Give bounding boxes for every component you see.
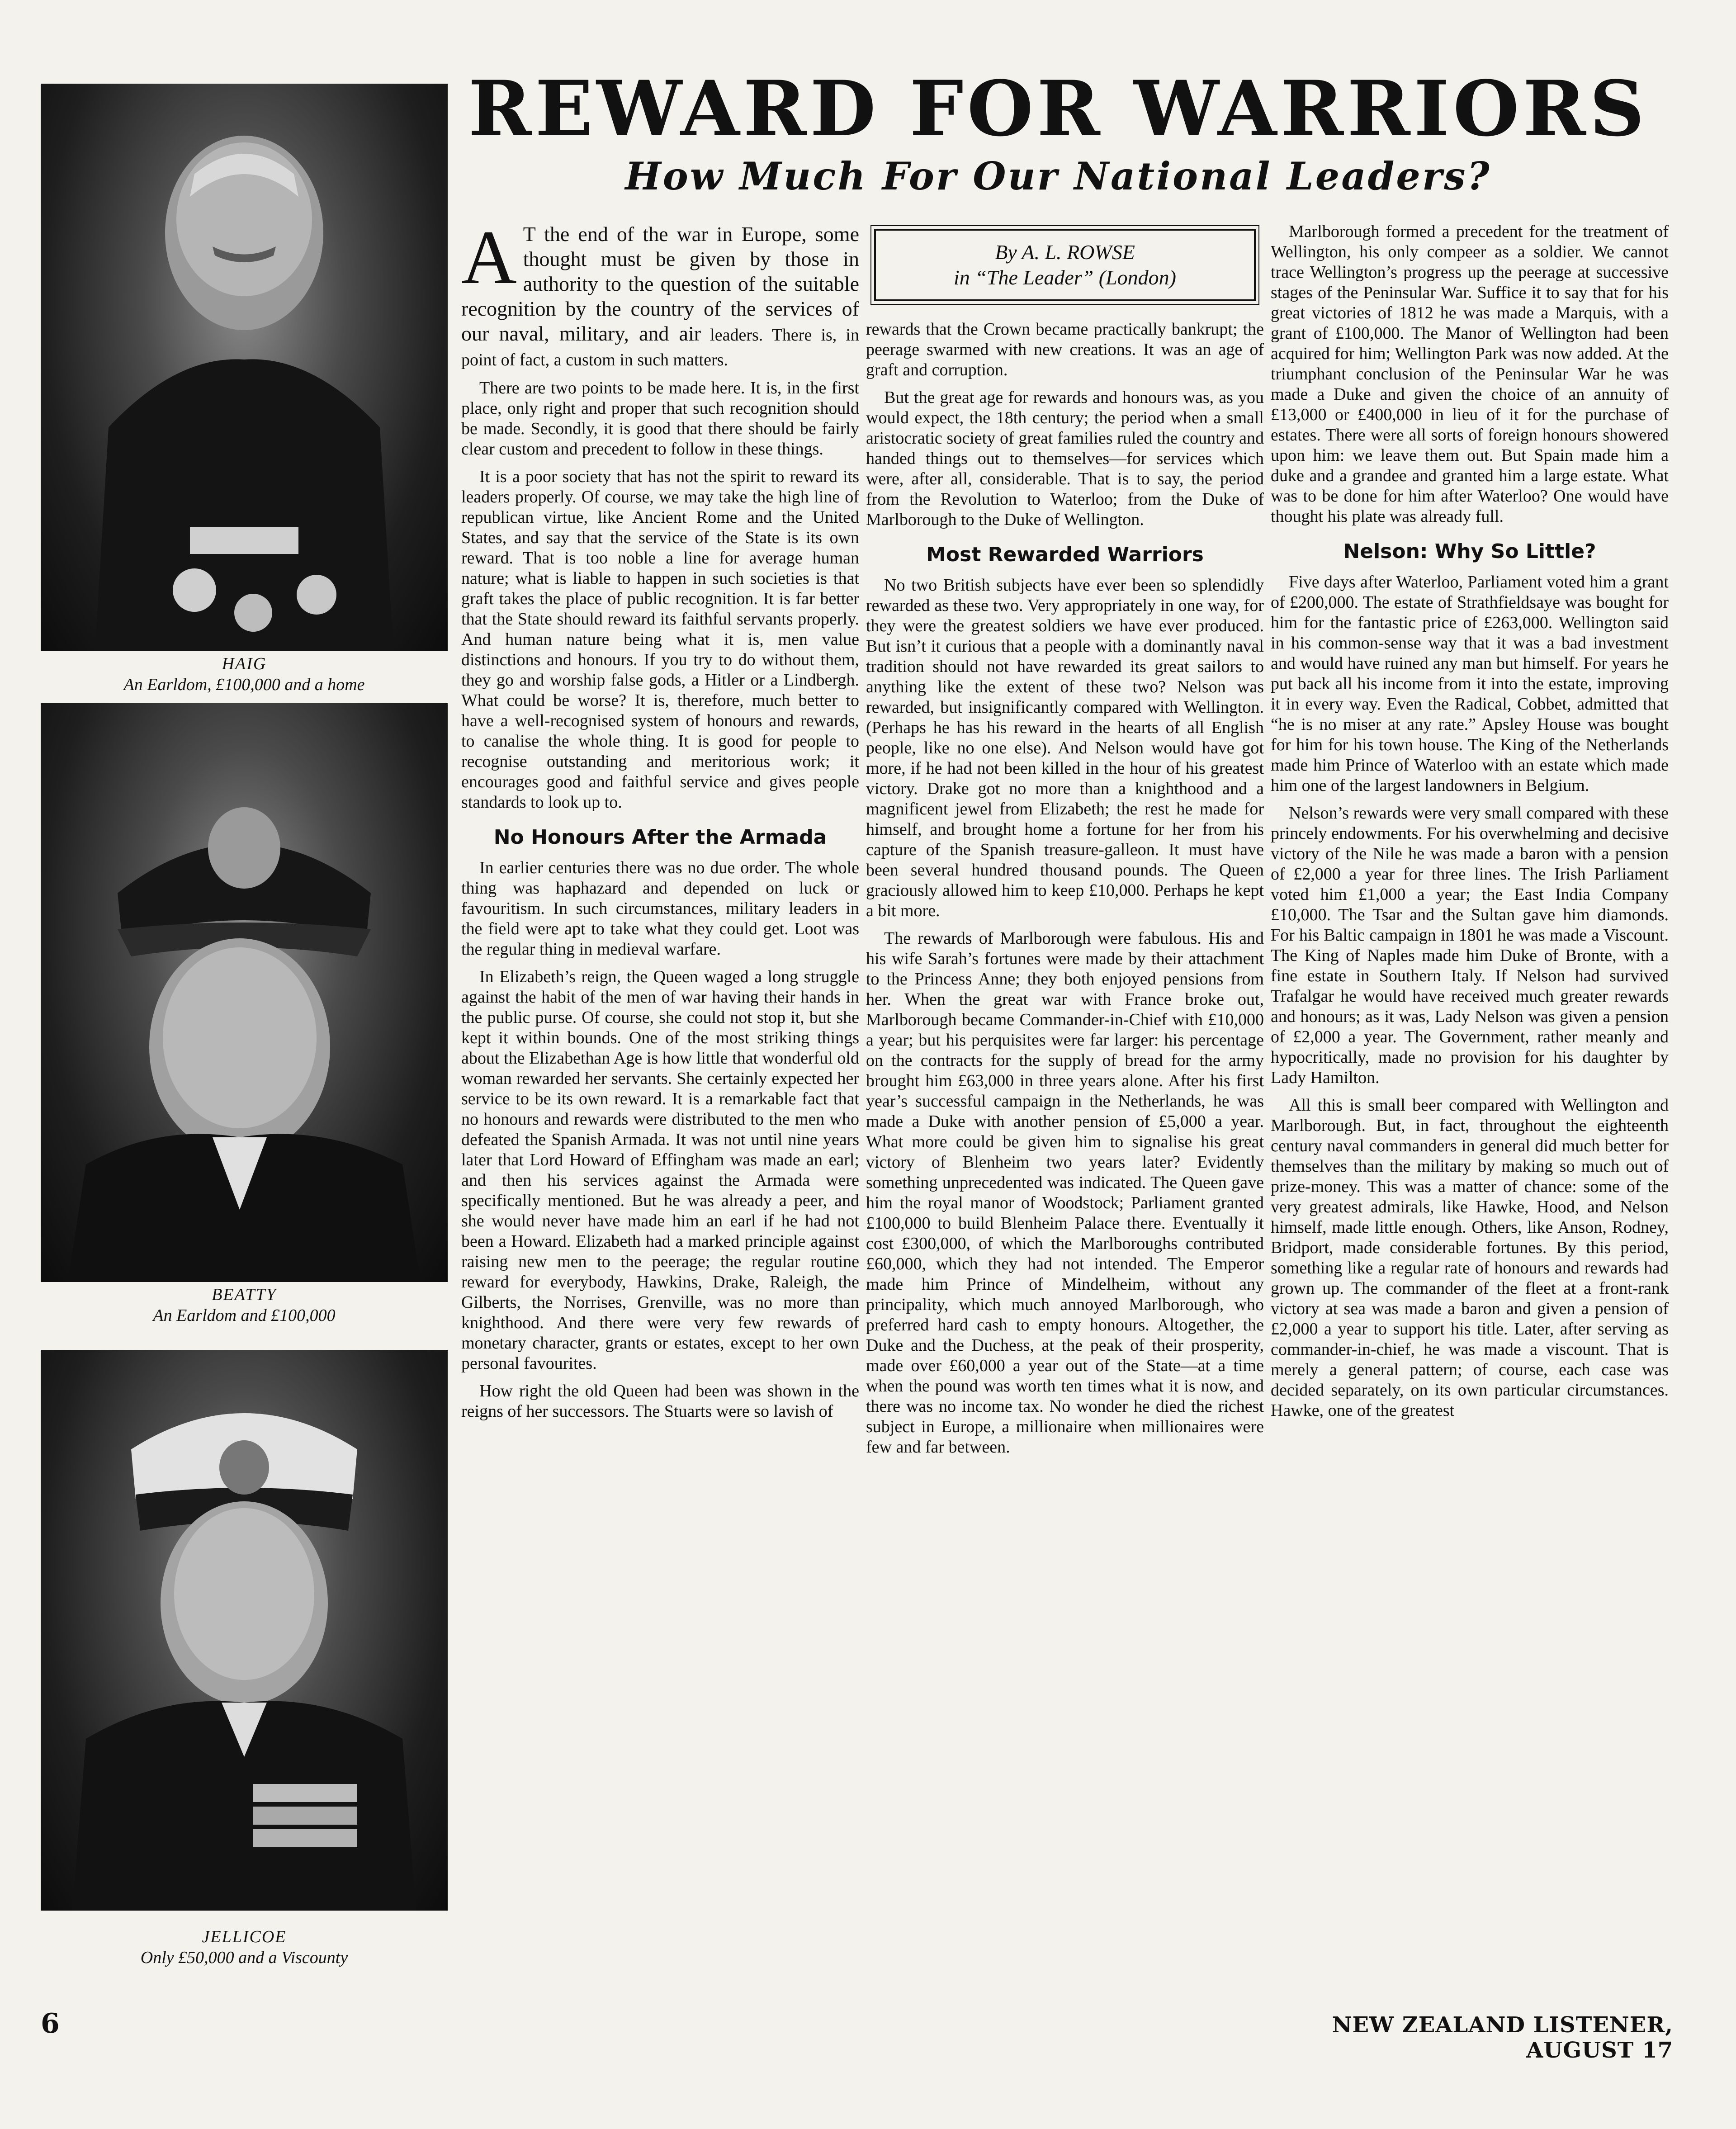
byline-author: By A. L. ROWSE xyxy=(995,241,1135,264)
subheadline: How Much For Our National Leaders? xyxy=(625,154,1491,199)
paragraph: rewards that the Crown became practically bankrupt; the peerage swarmed with new creations. It was an age of graft and corruption. xyxy=(866,320,1264,379)
drop-cap: A xyxy=(461,222,517,300)
lead-text: T the end of the war in Europe, some thought must be given by those in authority to the question of the suitable recognition by the country of the services of our naval, military, and air xyxy=(461,222,859,345)
portrait-haig-image xyxy=(41,84,448,651)
section-heading: No Honours After the Armada xyxy=(493,826,827,849)
byline-source: in “The Leader” (London) xyxy=(954,266,1176,289)
caption-beatty xyxy=(41,1284,448,1326)
article-column-2 xyxy=(866,222,1264,1972)
lead-text-rest: leaders. There is, in point of fact, a custom in such matters. xyxy=(461,326,859,369)
headline: REWARD FOR WARRIORS xyxy=(468,64,1648,153)
page-number: 6 xyxy=(41,2008,60,2039)
paragraph: It is a poor society that has not the spirit to reward its leaders properly. Of course, we may take the high line of republican virtue, like Ancient Rome and the United States, and say that the service of the State is its own reward. That is too noble a line for average human nature; what is liable to happen in such societies is that graft takes the place of public recognition. It is far better that the State should reward its faithful servants properly. And human nature being what it is, men value distinctions and honours. If you try to do without them, they go and worship false gods, a Hitler or a Lindbergh. What could be worse? It is, therefore, much better to have a well-recognised system of honours and rewards, to canalise the whole thing. It is good for people to recognise outstanding and meritorious work; it encourages good and faithful service and gives people standards to look up to. xyxy=(461,467,859,812)
paragraph: How right the old Queen had been was shown in the reigns of her successors. The Stuarts were so lavish of xyxy=(461,1381,859,1421)
paragraph: No two British subjects have ever been so splendidly rewarded as these two. Very appropriately in one way, for they were the greatest soldiers we have ever produced. But isn’t it curious that a people with a dominantly naval tradition should not have rewarded its great sailors to anything like the extent of these two? Nelson was rewarded, but insignificantly compared with Wellington. (Perhaps he has his reward in the hearts of all English people, like no one else). And Nelson would have got more, if he had not been killed in the hour of his greatest victory. Drake got no more than a knighthood and a magnificent jewel from Elizabeth; the rest he made for himself, and brought home a fortune for her from his capture of the Spanish treasure-galleon. It must have been several hundred thousand pounds. The Queen graciously allowed him to keep £10,000. Perhaps he kept a bit more. xyxy=(866,576,1264,920)
photo-jellicoe xyxy=(41,1350,448,1911)
caption-text: Only £50,000 and a Viscounty xyxy=(140,1948,348,1967)
caption-text: An Earldom, £100,000 and a home xyxy=(123,675,365,694)
caption-text: An Earldom and £100,000 xyxy=(153,1306,336,1325)
caption-haig xyxy=(41,653,448,695)
photo-beatty xyxy=(41,703,448,1282)
article-column-3 xyxy=(1271,222,1669,1972)
paragraph: Marlborough formed a precedent for the treatment of Wellington, his only compeer as a soldier. We cannot trace Wellington’s progress up the peerage at successive stages of the Peninsular War. Suffice it to say that for his great victories of 1812 he was made a Marquis, with a grant of £100,000. The Manor of Wellington had been acquired for him; Wellington Park was now added. At the triumphant conclusion of the Peninsular War he was made a Duke and given the choice of an annuity of £13,000 or £400,000 in lieu of it for the purchase of estates. There were all sorts of foreign honours showered upon him: we leave them out. But Spain made him a duke and a grandee and granted him a large estate. What was to be done for him after Waterloo? One would have thought his plate was already full. xyxy=(1271,222,1669,526)
byline-box xyxy=(874,229,1256,301)
caption-jellicoe xyxy=(41,1926,448,1968)
section-heading: Most Rewarded Warriors xyxy=(926,543,1204,566)
caption-name: HAIG xyxy=(222,654,267,673)
portrait-jellicoe-image xyxy=(41,1350,448,1911)
paragraph: Nelson’s rewards were very small compared with these princely endowments. For his overwhelming and decisive victory of the Nile he was made a baron with a pension of £2,000 a year for three lines. The Irish Parliament voted him £1,000 a year; the East India Company £10,000. The Tsar and the Sultan gave him diamonds. For his Baltic campaign in 1801 he was made a Viscount. The King of Naples made him Duke of Bronte, with a fine estate in Southern Italy. If Nelson had survived Trafalgar he would have received much greater rewards and honours; as it was, Lady Nelson was given a pension of £2,000 a year. The Government, rather meanly and hypocritically, made no provision for his daughter by Lady Hamilton. xyxy=(1271,804,1669,1087)
paragraph: Five days after Waterloo, Parliament voted him a grant of £200,000. The estate of Strathfieldsaye was bought for him for the fantastic price of £263,000. Wellington said in his common-sense way that it was a bad investment and would have ruined any man but himself. For years he put back all his income from it into the estate, improving it in every way. Even the Radical, Cobbet, admitted that “he is no miser at any rate.” Apsley House was bought for him for his town house. The King of the Netherlands made him Prince of Waterloo with an estate which made him one of the largest landowners in Belgium. xyxy=(1271,572,1669,795)
caption-name: BEATTY xyxy=(212,1285,277,1304)
paragraph: All this is small beer compared with Wellington and Marlborough. But, in fact, throughout the eighteenth century naval commanders in general did much better for themselves than the military by making so much out of prize-money. This was a matter of chance: some of the very greatest admirals, like Hawke, Hood, and Nelson himself, made little enough. Others, like Anson, Rodney, Bridport, made considerable fortunes. By this period, something like a regular rate of honours and rewards had grown up. The commander of the fleet at a front-rank victory at sea was made a baron and given a pension of £2,000 a year to support his title. Later, after serving as commander-in-chief, he was made a viscount. That is merely a general pattern; of course, each case was decided separately, on its own particular circumstances. Hawke, one of the greatest xyxy=(1271,1096,1669,1420)
lead-paragraph xyxy=(461,222,859,371)
paragraph: In earlier centuries there was no due order. The whole thing was haphazard and depended on luck or favouritism. In such circumstances, military leaders in the field were apt to take what they could get. Loot was the regular thing in medieval warfare. xyxy=(461,858,859,959)
article-column-1 xyxy=(461,222,859,1972)
paragraph: But the great age for rewards and honours was, as you would expect, the 18th century; the period when a small aristocratic society of great families ruled the country and handed things out to themselves—for services which were, after all, considerable. That is to say, the period from the Revolution to Waterloo; from the Duke of Marlborough to the Duke of Wellington. xyxy=(866,388,1264,529)
portrait-beatty-image xyxy=(41,703,448,1282)
publication-footer: NEW ZEALAND LISTENER, AUGUST 17 xyxy=(1332,2012,1673,2063)
paragraph: The rewards of Marlborough were fabulous. His and his wife Sarah’s fortunes were made by their attachment to the Princess Anne; they both enjoyed pensions from her. When the great war with France broke out, Marlborough became Commander-in-Chief with £10,000 a year; but his perquisites were far larger: his percentage on the contracts for the supply of bread for the army brought him £63,000 in three years alone. After his first year’s successful campaign in the Netherlands, he was made a Duke with another pension of £5,000 a year. What more could be given him to signalise his great victory of Blenheim two years later? Evidently something unprecedented was indicated. The Queen gave him the royal manor of Woodstock; Parliament granted £100,000 to build Blenheim Palace there. Eventually it cost £300,000, of which the Marlboroughs contributed £60,000, which they had not intended. The Emperor made him Prince of Mindelheim, without any principality, which much annoyed Marlborough, who preferred hard cash to empty honours. Altogether, the Duke and the Duchess, at the peak of their prosperity, made over £60,000 a year out of the State—at a time when the pound was worth ten times what it is now, and there was no income tax. No wonder he died the richest subject in Europe, a millionaire when millionaires were few and far between. xyxy=(866,929,1264,1457)
caption-name: JELLICOE xyxy=(202,1927,287,1946)
paragraph: There are two points to be made here. It is, in the first place, only right and proper that such recognition should be made. Secondly, it is good that there should be fairly clear custom and precedent to follow in these things. xyxy=(461,378,859,459)
photo-haig xyxy=(41,84,448,651)
paragraph: In Elizabeth’s reign, the Queen waged a long struggle against the habit of the men of war having their hands in the public purse. Of course, she could not stop it, but she kept it within bounds. One of the most striking things about the Elizabethan Age is how little that wonderful old woman rewarded her servants. She certainly expected her service to be its own reward. It is a remarkable fact that no honours and rewards were distributed to the men who defeated the Spanish Armada. It was not until nine years later that Lord Howard of Effingham was made an earl; and then his services against the Armada were specifically mentioned. But he was already a peer, and she would never have made him an earl if he had not been a Howard. Elizabeth had a marked principle against raising new men to the peerage; the regular routine reward for everybody, Hawkins, Drake, Raleigh, the Gilberts, the Norrises, Grenville, was no more than knighthood. And there were very few rewards of monetary character, grants or estates, except to her own personal favourites. xyxy=(461,967,859,1373)
section-heading: Nelson: Why So Little? xyxy=(1343,540,1596,563)
